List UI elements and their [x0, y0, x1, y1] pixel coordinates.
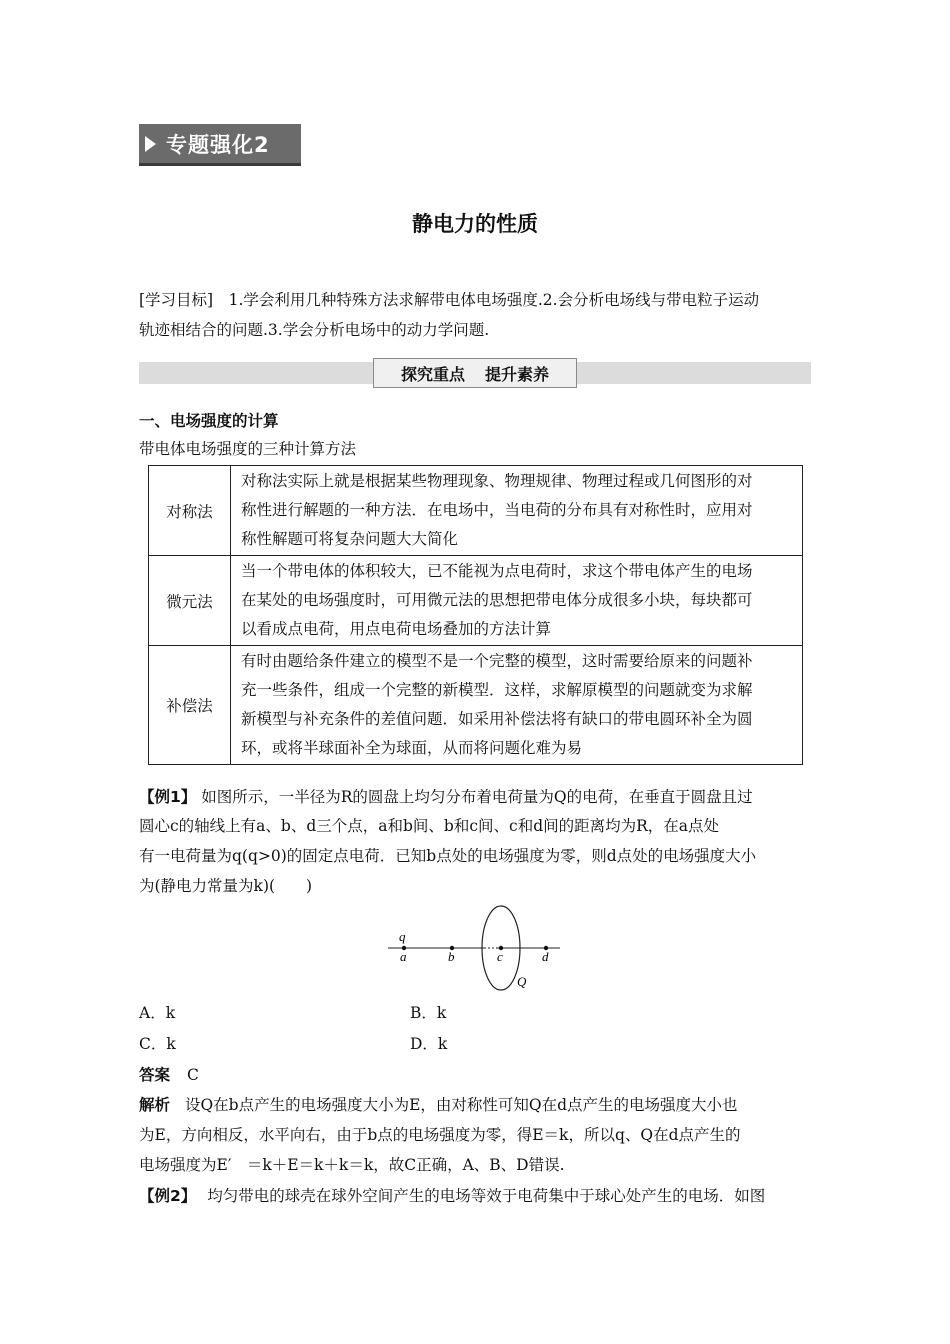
label-d: d	[542, 949, 549, 964]
method-desc	[231, 556, 803, 646]
label-a: a	[400, 949, 407, 964]
answer-value: C	[186, 1066, 199, 1084]
desc-line: 当一个带电体的体积较大，已不能视为点电荷时，求这个带电体产生的电场	[241, 562, 753, 580]
desc-line: 称性进行解题的一种方法．在电场中，当电荷的分布具有对称性时，应用对	[241, 501, 753, 519]
objectives-line-2: 轨迹相结合的问题.3.学会分析电场中的动力学问题.	[139, 321, 490, 339]
section-banner	[139, 124, 301, 166]
method-name: 补偿法	[149, 646, 231, 765]
analysis-label: 解析	[139, 1096, 171, 1114]
banner-label: 专题强化2	[166, 132, 270, 157]
option-c: C．k	[139, 1035, 176, 1053]
answer-line	[139, 1060, 811, 1090]
label-q: q	[399, 929, 406, 944]
desc-line: 以看成点电荷，用点电荷电场叠加的方法计算	[241, 620, 552, 638]
example2-label: 【例2】	[139, 1187, 197, 1205]
option-d: D．k	[410, 1035, 448, 1053]
analysis-line-1	[139, 1090, 811, 1120]
method-name: 微元法	[149, 556, 231, 646]
methods-table	[148, 465, 803, 765]
desc-line: 充一些条件，组成一个完整的新模型．这样，求解原模型的问题就变为求解	[241, 681, 753, 699]
example1-line-3: 有一电荷量为q(q>0)的固定点电荷．已知b点处的电场强度为零，则d点处的电场强度大小	[139, 847, 757, 865]
example1-text: 如图所示，一半径为R的圆盘上均匀分布着电荷量为Q的电荷，在垂直于圆盘且过	[201, 788, 753, 806]
table-row	[149, 466, 803, 556]
objectives-line-1: [学习目标] 1.学会利用几种特殊方法求解带电体电场强度.2.会分析电场线与带电粒子运动	[139, 291, 760, 309]
example1-label: 【例1】	[139, 788, 197, 806]
page-title: 静电力的性质	[412, 212, 538, 236]
section-bar-label	[373, 358, 577, 388]
desc-line: 称性解题可将复杂问题大大简化	[241, 530, 459, 548]
desc-line: 环，或将半球面补全为球面，从而将问题化难为易	[241, 739, 583, 757]
answer-label: 答案	[139, 1066, 171, 1084]
example2-text: 均匀带电的球壳在球外空间产生的电场等效于电荷集中于球心处产生的电场．如图	[207, 1187, 766, 1205]
example1-line-4: 为(静电力常量为k)( )	[139, 877, 313, 895]
desc-line: 新模型与补充条件的差值问题．如采用补偿法将有缺口的带电圆环补全为圆	[241, 710, 753, 728]
example1-line-1	[139, 782, 811, 812]
desc-line: 对称法实际上就是根据某些物理现象、物理规律、物理过程或几何图形的对	[241, 472, 753, 490]
method-desc	[231, 466, 803, 556]
label-c: c	[497, 949, 503, 964]
option-b: B．k	[410, 1004, 447, 1022]
label-Q: Q	[517, 974, 527, 989]
table-row	[149, 556, 803, 646]
option-a: A．k	[139, 1004, 176, 1022]
analysis-line-3: 电场强度为E′ ＝k＋E＝k＋k＝k，故C正确，A、B、D错误.	[139, 1156, 565, 1174]
section-heading: 一、电场强度的计算	[139, 412, 279, 430]
table-row	[149, 646, 803, 765]
play-triangle-icon	[145, 136, 156, 152]
section-bar-right: 提升素养	[485, 364, 550, 384]
example1-line-2: 圆心c的轴线上有a、b、d三个点，a和b间、b和c间、c和d间的距离均为R，在a点处	[139, 817, 720, 835]
section-subheading: 带电体电场强度的三种计算方法	[139, 440, 357, 458]
analysis-text: 设Q在b点产生的电场强度大小为E，由对称性可知Q在d点产生的电场强度大小也	[184, 1096, 738, 1114]
example2-line-1	[139, 1181, 811, 1211]
method-desc	[231, 646, 803, 765]
desc-line: 在某处的电场强度时，可用微元法的思想把带电体分成很多小块，每块都可	[241, 591, 753, 609]
desc-line: 有时由题给条件建立的模型不是一个完整的模型，这时需要给原来的问题补	[241, 652, 753, 670]
disk-axis-figure	[380, 900, 580, 1000]
analysis-line-2: 为E，方向相反，水平向右，由于b点的电场强度为零，得E＝k，所以q、Q在d点产生的	[139, 1126, 741, 1144]
label-b: b	[448, 949, 455, 964]
method-name: 对称法	[149, 466, 231, 556]
section-bar-left: 探究重点	[400, 364, 465, 384]
